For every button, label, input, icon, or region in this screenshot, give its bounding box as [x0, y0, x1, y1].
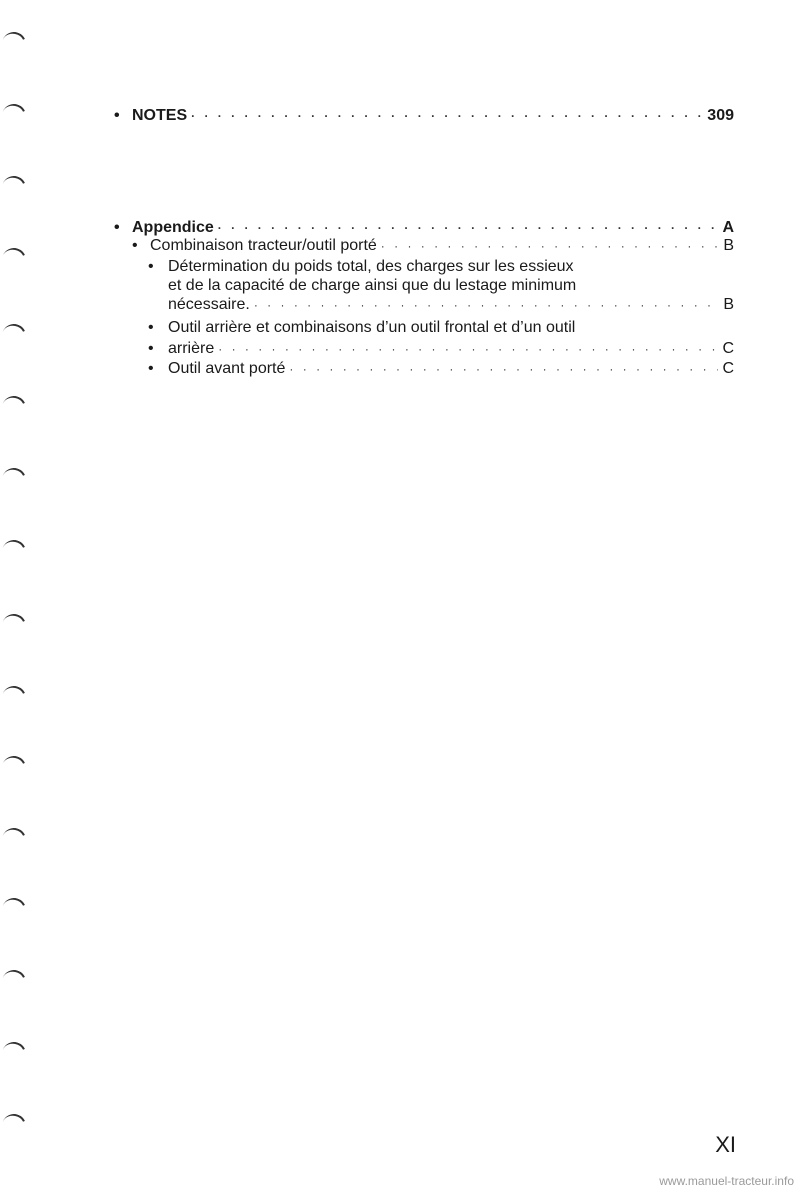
toc-entry-label-line: Outil arrière et combinaisons d’un outil frontal et d’un outil	[168, 319, 576, 336]
toc-entry-label-line: Détermination du poids total, des charges sur les essieux	[168, 258, 574, 275]
toc-entry-label-line: et de la capacité de charge ainsi que du lestage minimum	[168, 277, 577, 294]
toc-entry-label: Combinaison tracteur/outil porté	[150, 237, 377, 254]
binder-hole	[0, 895, 29, 926]
watermark-url: www.manuel-tracteur.info	[659, 1174, 794, 1188]
binder-hole	[0, 393, 29, 424]
bullet: •	[148, 340, 154, 357]
dot-leader	[254, 295, 720, 315]
toc-entry-last-line	[148, 339, 734, 359]
toc-page-ref: B	[723, 237, 734, 254]
toc-page-ref: C	[722, 340, 734, 357]
binder-hole	[0, 101, 29, 132]
toc-entry-front-tool[interactable]	[148, 359, 734, 379]
toc-entry-appendix[interactable]	[114, 218, 734, 238]
toc-entry-label: Outil avant porté	[168, 360, 286, 377]
binder-hole	[0, 321, 29, 352]
dot-leader	[218, 339, 718, 359]
binder-hole	[0, 1111, 29, 1142]
binder-hole	[0, 29, 29, 60]
binder-hole	[0, 611, 29, 642]
toc-page-ref: A	[722, 219, 734, 236]
bullet: •	[148, 360, 154, 377]
binder-hole	[0, 537, 29, 568]
binder-hole	[0, 1039, 29, 1070]
binder-hole	[0, 173, 29, 204]
dot-leader	[218, 218, 719, 238]
dot-leader	[381, 236, 720, 256]
binder-hole	[0, 967, 29, 998]
binder-hole	[0, 753, 29, 784]
toc-entry-last-line	[168, 295, 734, 315]
binder-hole	[0, 465, 29, 496]
toc-page-ref: 309	[707, 107, 734, 124]
bullet: •	[148, 258, 154, 275]
binder-hole	[0, 825, 29, 856]
page-number: XI	[715, 1132, 736, 1157]
toc-page-ref: C	[722, 360, 734, 377]
bullet: •	[132, 237, 138, 254]
dot-leader	[289, 359, 718, 379]
bullet: •	[114, 107, 120, 124]
binder-hole	[0, 245, 29, 276]
toc-entry-label: Appendice	[132, 219, 214, 236]
toc-entry-label-line: nécessaire.	[168, 296, 250, 313]
toc-entry-notes[interactable]	[114, 106, 734, 126]
binder-hole	[0, 683, 29, 714]
binder-holes	[0, 0, 30, 1194]
bullet: •	[114, 219, 120, 236]
toc-entry-combination[interactable]	[132, 236, 734, 256]
toc-entry-label: NOTES	[132, 107, 188, 124]
dot-leader	[191, 106, 703, 126]
bullet: •	[148, 319, 154, 336]
toc-entry-label-line: arrière	[168, 340, 215, 357]
toc-page-ref: B	[723, 296, 734, 313]
